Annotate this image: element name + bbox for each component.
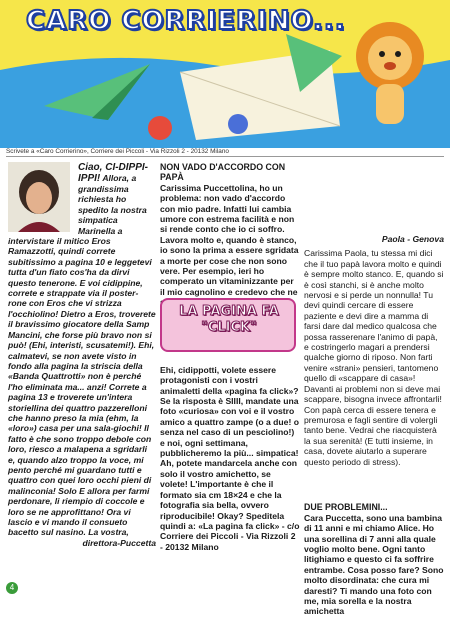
letter1-signature: Paola - Genova — [381, 234, 444, 244]
letter2-heading: DUE PROBLEMINI... — [304, 502, 388, 513]
letter2-body: Cara Puccetta, sono una bambina di 11 anni e mi chiamo Alice. Ho una sorellina di 7 anni alla quale voglio molto bene. Ogni tanto litighiamo e questo ci fa soffrire entrambe. Cosa posso fare? Sono molto disordinata: che cura mi daresti? Ti mando una foto con me, mia sorella e la nostra amichetta — [304, 512, 444, 617]
editorial-column — [8, 162, 156, 548]
click-page-title: LA PAGINA FA "CLICK" — [179, 304, 279, 335]
letter-column — [160, 162, 300, 595]
ad-body: Ehi, cidippotti, volete essere protagonisti con i vostri animaletti della «pagina fa click»? Se la risposta è SIIII, mandate una foto «curiosa» con voi e il vostro amico a quattro zampe (o a due! o senza nel caso di un pesciolino!) e noi, ogni settimana, pubblicheremo la più... simpatica! Ah, potete mandarcela anche con solo il vostro amichetto, se volete! L'importante è che il formato sia cm 18×24 e che la fotografia sia bella, ovvero riproducibile! Okay? Speditela quindi a: «La pagina fa click» - c/o Corriere dei Piccoli - Via Rizzoli 2 - 20132 Milano — [160, 364, 300, 552]
divider — [6, 156, 444, 157]
header-banner — [0, 0, 450, 148]
photo-space — [8, 162, 74, 230]
submission-address: Scrivete a «Caro Corrierino», Corriere dei Piccoli - Via Rizzoli 2 - 20132 Milano — [6, 148, 229, 155]
editorial-body: Allora, a grandissima richiesta ho spedito la nostra simpatica Marinella a intervistare il mitico Eros Ramazzotti, quindi correte subitissimo a pagina 10 e leggetevi tutta d'un fiato cos'ha da dirvi questo tenerone. E voi cidippine, correte e strappate via il poster-rone con Eros che vi strizza l'occhiolino! Dietro a Eros, troverete il bravissimo giocatore della Samp Mancini, che forse più bravo non si può! (Ehi, interisti, scusatemi!). Ehi, calmatevi, se non avete visto in fondo alla pagina la striscia della «Banda Quattrotti» non è perché l'ho eliminata ma... anzi! Correte a pagina 13 e troverete un'intera storiellina dei quattro pazzerelloni che hanno preso la mia (ehm, la «loro») casa per una sala-giochi! Il fatto è che sono troppo debole con loro, riesco a malapena a sgridarli e, quando alzo troppo la voce, mi pento perché mi guardano tutti e quattro con quei loro occhi pieni di malinconia! Solo E allora per farmi perdonare, li riempio di coccole e loro se ne approfittano! Ora vi lascio e vi mando il consueto bacetto sul nasino. La vostra, — [8, 173, 156, 538]
page-title: CARO CORRIERINO... — [26, 6, 346, 36]
click-page-box — [160, 298, 296, 352]
editorial-signature: direttora-Puccetta — [82, 537, 156, 548]
reply-column — [304, 162, 444, 617]
editorial-greeting: Ciao, CI-DIPPI-IPPI! — [78, 162, 149, 184]
letter1-reply: Carissima Paola, tu stessa mi dici che il tuo papà lavora molto e quindi è sempre molto stanco. E, quando si è così stanchi, si è anche molto nervosi e si perde un nonnulla! Tu devi quindi cercare di essere paziente e devi dire a mamma di farsi dare dal medico qualcosa che possa rasserenare l'animo di papà, e costringerlo magari a prendersi qualche giorno di riposo. Non farti venire «strani» pensieri, tantomeno quello di «scappare di casa»! Davanti ai problemi non si deve mai scappare, bisogna invece affrontarli! Con papà cerca di essere tenera e premurosa e fagli sentire di volergli tanto bene. Vedrai che riacquisterà la sua serenità! (E tutti insieme, in casa, dovete aiutarlo a superare questo periodo di stress). — [304, 248, 444, 467]
page-number: 4 — [6, 582, 18, 594]
letter1-body: Carissima Puccettolina, ho un problema: non vado d'accordo con mio padre. Infatti lui cambia umore con estrema facilità e non si rende conto che io ci soffro. Lavora molto e, quando è stanco, io sono la prima a essere sgridata a morte per cose che non sono vere. Per esempio, ieri ho comperato un vitaminizzante per il mio cagnolino e credevo che ne — [160, 182, 299, 297]
letter1-heading: NON VADO D'ACCORDO CON PAPÀ — [160, 162, 286, 183]
